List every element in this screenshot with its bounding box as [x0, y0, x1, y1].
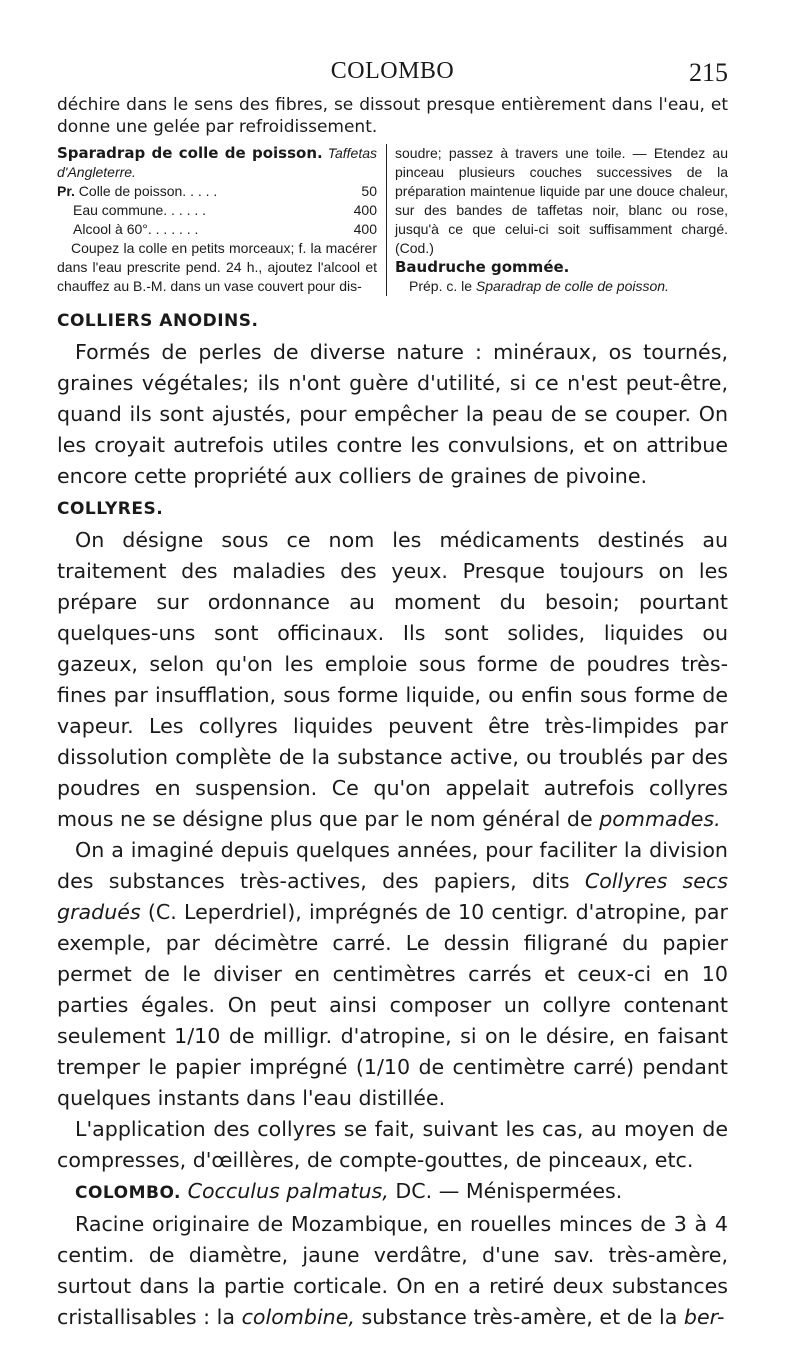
left-column: [57, 144, 387, 296]
running-head: [57, 58, 728, 94]
colombo-text: [57, 1209, 728, 1333]
baudruche-text-italic: Sparadrap de colle de poisson.: [475, 278, 669, 294]
collyres-p1-italic: pommades.: [599, 807, 721, 831]
colombo-text-b: substance très-amère, et de la: [361, 1305, 678, 1329]
colliers-text: Formés de perles de diverse nature : minéraux, os tournés, graines végétales; ils n'ont guère d'utilité, si ce n'est peut-être, quand ils sont ajustés, pour empêcher la peau de se couper. On les croyait autrefois utiles contre les convulsions, et on attribue encore cette propriété aux colliers de graines de pivoine.: [57, 340, 728, 488]
right-column: [387, 144, 728, 296]
ingredient-qty: 400: [353, 202, 377, 218]
colombo-family: DC. — Ménispermées.: [395, 1179, 623, 1203]
collyres-p2-b: (C. Leperdriel), imprégnés de 10 centigr. d'atropine, par exemple, par décimètre carré. Le dessin filigrané du papier permet de le diviser en centimètres carrés et ceux-ci en 10 parties égales. On peut ainsi composer un collyre contenant seulement 1/10 de milligr. d'atropine, si on le désire, en faisant tremper le papier imprégné (1/10 de centimètre carré) pendant quelques instants dans l'eau distillée.: [57, 900, 729, 1110]
two-column-section: [57, 144, 728, 296]
baudruche-text-prefix: Prép. c. le: [409, 278, 473, 294]
ingredient-row: [57, 201, 377, 220]
colombo-heading-line: [57, 1176, 728, 1209]
baudruche-heading: Baudruche gommée.: [395, 258, 570, 276]
ingredient-name: Alcool à 60°. . . . . . .: [73, 221, 199, 237]
ingredient-row: [57, 182, 377, 201]
collyres-paragraph-2: [57, 835, 728, 1114]
collyres-p2-a: On a imaginé depuis quelques années, pour faciliter la division des substances très-actives, des papiers, dits: [57, 838, 728, 893]
page-header-title: COLOMBO: [330, 58, 455, 84]
colliers-heading: COLLIERS ANODINS.: [57, 311, 259, 331]
colombo-text-a: Racine originaire de Mozambique, en rouelles minces de 3 à 4 centim. de diamètre, jaune verdâtre, d'une sav. très-amère, surtout dans la partie corticale. On en a retiré deux substances cristallisables : la: [57, 1212, 728, 1329]
page-number: 215: [689, 58, 728, 87]
main-text: [57, 306, 728, 1333]
collyres-p2-italic: Collyres secs gradués: [57, 869, 729, 924]
collyres-paragraph-1: [57, 525, 728, 835]
collyres-paragraph-3: L'application des collyres se fait, suivant les cas, au moyen de compresses, d'œillères, de compte-gouttes, de pinceaux, etc.: [57, 1117, 728, 1172]
ingredient-row: [57, 220, 377, 239]
colombo-text-italic: colombine,: [241, 1305, 355, 1329]
rx-label: Pr.: [57, 183, 75, 199]
sparadrap-heading: Sparadrap de colle de poisson.: [57, 144, 323, 162]
collyres-heading: COLLYRES.: [57, 499, 164, 519]
sparadrap-instructions-left: Coupez la colle en petits morceaux; f. la macérer dans l'eau prescrite pend. 24 h., ajoutez l'alcool et chauffez au B.-M. dans un vase couvert pour dis-: [57, 240, 377, 294]
intro-paragraph: déchire dans le sens des fibres, se dissout presque entièrement dans l'eau, et donne une gelée par refroidissement.: [57, 95, 728, 137]
colombo-latin-name: Cocculus palmatus,: [187, 1179, 389, 1203]
ingredient-name: [57, 182, 217, 201]
ingredient-name: Eau commune. . . . . .: [73, 202, 207, 218]
ingredient-qty: 400: [353, 221, 377, 237]
sparadrap-heading-line: [57, 144, 377, 182]
colombo-text-end-italic: ber-: [683, 1305, 725, 1329]
colombo-heading: COLOMBO.: [75, 1183, 182, 1203]
ingredient-qty: 50: [361, 183, 377, 199]
collyres-p1-text: On désigne sous ce nom les médicaments destinés au traitement des maladies des yeux. Presque toujours on les prépare sur ordonnance au moment du besoin; pourtant quelques-uns sont officinaux. Ils sont solides, liquides ou gazeux, selon qu'on les emploie sous forme de poudres très-fines par insufflation, sous forme liquide, ou enfin sous forme de vapeur. Les collyres liquides peuvent être très-limpides par dissolution complète de la substance active, ou troublés par des poudres en suspension. Ce qu'on appelait autrefois collyres mous ne se désigne plus que par le nom général de: [57, 528, 728, 831]
sparadrap-heading-italic: Taffetas d'Angleterre.: [57, 145, 377, 180]
sparadrap-instructions-right: soudre; passez à travers une toile. — Etendez au pinceau plusieurs couches successives de la préparation maintenue liquide par une douce chaleur, sur des bandes de taffetas noir, blanc ou rose, jusqu'à ce que celui-ci soit suffisamment chargé. (Cod.): [395, 145, 728, 256]
baudruche-text: [395, 277, 728, 296]
ingredient-name-text: Colle de poisson. . . . .: [78, 183, 218, 199]
